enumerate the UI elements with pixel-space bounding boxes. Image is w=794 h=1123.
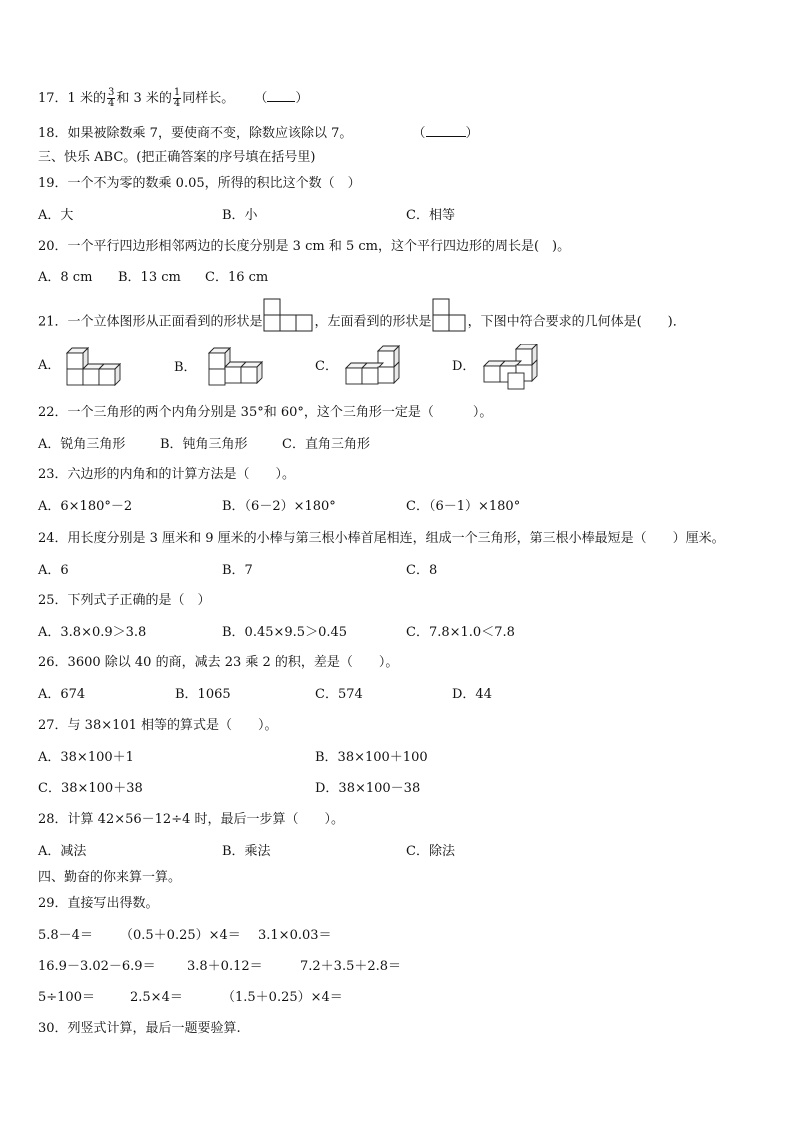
q29-r2-c3: 7.2＋3.5＋2.8＝ (300, 959, 402, 974)
option-label: C． (315, 359, 338, 374)
question-20: 20．一个平行四边形相邻两边的长度分别是 3 cm 和 5 cm，这个平行四边形的周长是( )。 (38, 239, 571, 254)
q20-option-a[interactable]: A．8 cm (38, 270, 93, 285)
paren-open: （ (254, 91, 268, 106)
q22-option-c[interactable]: C．直角三角形 (282, 437, 370, 452)
q25-option-b[interactable]: B．0.45×9.5＞0.45 (222, 625, 348, 640)
cube-figure-d (480, 344, 546, 390)
question-24: 24．用长度分别是 3 厘米和 9 厘米的小棒与第三根小棒首尾相连，组成一个三角形，第三根小棒最短是（ ）厘米。 (38, 531, 725, 546)
q26-option-d[interactable]: D．44 (452, 687, 492, 702)
q27-option-a[interactable]: A．38×100＋1 (38, 750, 134, 765)
q26-option-a[interactable]: A．674 (38, 687, 86, 702)
front-view-figure (263, 298, 315, 346)
q29-r1-c1: 5.8－4＝ (38, 928, 93, 943)
q20-option-b[interactable]: B．13 cm (118, 270, 181, 285)
q22-option-a[interactable]: A．锐角三角形 (38, 437, 126, 452)
q26-option-c[interactable]: C．574 (315, 687, 363, 702)
fraction-numerator: 3 (107, 87, 115, 98)
question-28: 28．计算 42×56－12÷4 时，最后一步算（ ）。 (38, 812, 344, 827)
front-view-shape (263, 298, 315, 332)
cube-figure-a (65, 346, 131, 386)
q28-option-a[interactable]: A．减法 (38, 844, 87, 859)
q19-option-c[interactable]: C．相等 (406, 208, 455, 223)
q24-option-b[interactable]: B．7 (222, 563, 253, 578)
q29-r2-c1: 16.9－3.02－6.9＝ (38, 959, 156, 974)
answer-blank[interactable] (426, 124, 466, 137)
q17-prefix: 17．1 米的 (38, 91, 106, 106)
q24-option-c[interactable]: C．8 (406, 563, 438, 578)
cube-figure-c (342, 344, 408, 390)
q29-r1-c2: （0.5＋0.25）×4＝ (120, 928, 241, 943)
paren-close: ） (295, 91, 309, 106)
question-19: 19．一个不为零的数乘 0.05，所得的积比这个数（ ） (38, 176, 361, 191)
question-21 (38, 298, 686, 346)
question-18 (38, 124, 479, 143)
paren-close: ） (465, 126, 479, 141)
q24-option-a[interactable]: A．6 (38, 563, 69, 578)
q25-option-a[interactable]: A．3.8×0.9＞3.8 (38, 625, 147, 640)
q17-mid: 和 3 米的 (116, 91, 172, 106)
fraction-three-quarters (107, 88, 115, 109)
q23-option-a[interactable]: A．6×180°－2 (38, 499, 133, 514)
q29-r3-c1: 5÷100＝ (38, 990, 95, 1005)
q22-option-b[interactable]: B．钝角三角形 (160, 437, 248, 452)
q21-option-c[interactable] (315, 344, 408, 390)
question-30: 30．列竖式计算，最后一题要验算. (38, 1021, 241, 1036)
option-label: D． (452, 359, 476, 374)
q29-r1-c3: 3.1×0.03＝ (258, 928, 332, 943)
q17-tail: 同样长。 (182, 91, 235, 106)
q27-option-d[interactable]: D．38×100－38 (315, 781, 421, 796)
left-view-figure (432, 298, 468, 346)
paren-open: （ (412, 126, 426, 141)
q29-r3-c2: 2.5×4＝ (130, 990, 183, 1005)
answer-paren[interactable] (413, 126, 479, 141)
answer-blank[interactable] (267, 89, 295, 102)
option-label: A． (38, 358, 61, 373)
question-22: 22．一个三角形的两个内角分别是 35°和 60°，这个三角形一定是（ ）。 (38, 405, 493, 420)
q21-option-d[interactable] (452, 344, 546, 390)
q23-option-c[interactable]: C．（6－1）×180° (406, 499, 521, 514)
answer-paren[interactable] (254, 91, 308, 106)
option-label: B． (174, 360, 197, 375)
cube-figure-b (201, 346, 267, 390)
left-view-shape (432, 298, 468, 332)
q20-option-c[interactable]: C．16 cm (205, 270, 269, 285)
q19-option-b[interactable]: B．小 (222, 208, 258, 223)
q28-option-c[interactable]: C．除法 (406, 844, 455, 859)
q21-part2: ，左面看到的形状是 (314, 314, 432, 330)
section-4-heading: 四、勤奋的你来算一算。 (38, 870, 182, 885)
fraction-numerator: 1 (173, 87, 181, 98)
q21-option-a[interactable] (38, 346, 131, 386)
q29-r3-c3: （1.5＋0.25）×4＝ (222, 990, 343, 1005)
question-23: 23．六边形的内角和的计算方法是（ ）。 (38, 467, 296, 482)
section-3-heading: 三、快乐 ABC。(把正确答案的序号填在括号里) (38, 150, 316, 165)
q23-option-b[interactable]: B．（6－2）×180° (222, 499, 336, 514)
q27-option-b[interactable]: B．38×100＋100 (315, 750, 428, 765)
q21-part3: ，下图中符合要求的几何体是( )． (467, 314, 686, 330)
question-17 (38, 88, 308, 109)
q21-option-b[interactable] (174, 346, 267, 390)
question-29: 29．直接写出得数。 (38, 896, 159, 911)
question-26: 26．3600 除以 40 的商，减去 23 乘 2 的积，差是（ ）。 (38, 655, 399, 670)
fraction-one-quarter (173, 88, 181, 109)
question-25: 25．下列式子正确的是（ ） (38, 593, 211, 608)
q19-option-a[interactable]: A．大 (38, 208, 74, 223)
q26-option-b[interactable]: B．1065 (175, 687, 231, 702)
q27-option-c[interactable]: C．38×100＋38 (38, 781, 143, 796)
q28-option-b[interactable]: B．乘法 (222, 844, 271, 859)
q25-option-c[interactable]: C．7.8×1.0＜7.8 (406, 625, 515, 640)
q29-r2-c2: 3.8＋0.12＝ (187, 959, 263, 974)
q21-part1: 21．一个立体图形从正面看到的形状是 (38, 314, 263, 330)
fraction-denominator: 4 (107, 98, 115, 109)
fraction-denominator: 4 (173, 98, 181, 109)
question-27: 27．与 38×101 相等的算式是（ ）。 (38, 718, 278, 733)
q18-text: 18．如果被除数乘 7，要使商不变，除数应该除以 7。 (38, 126, 353, 141)
